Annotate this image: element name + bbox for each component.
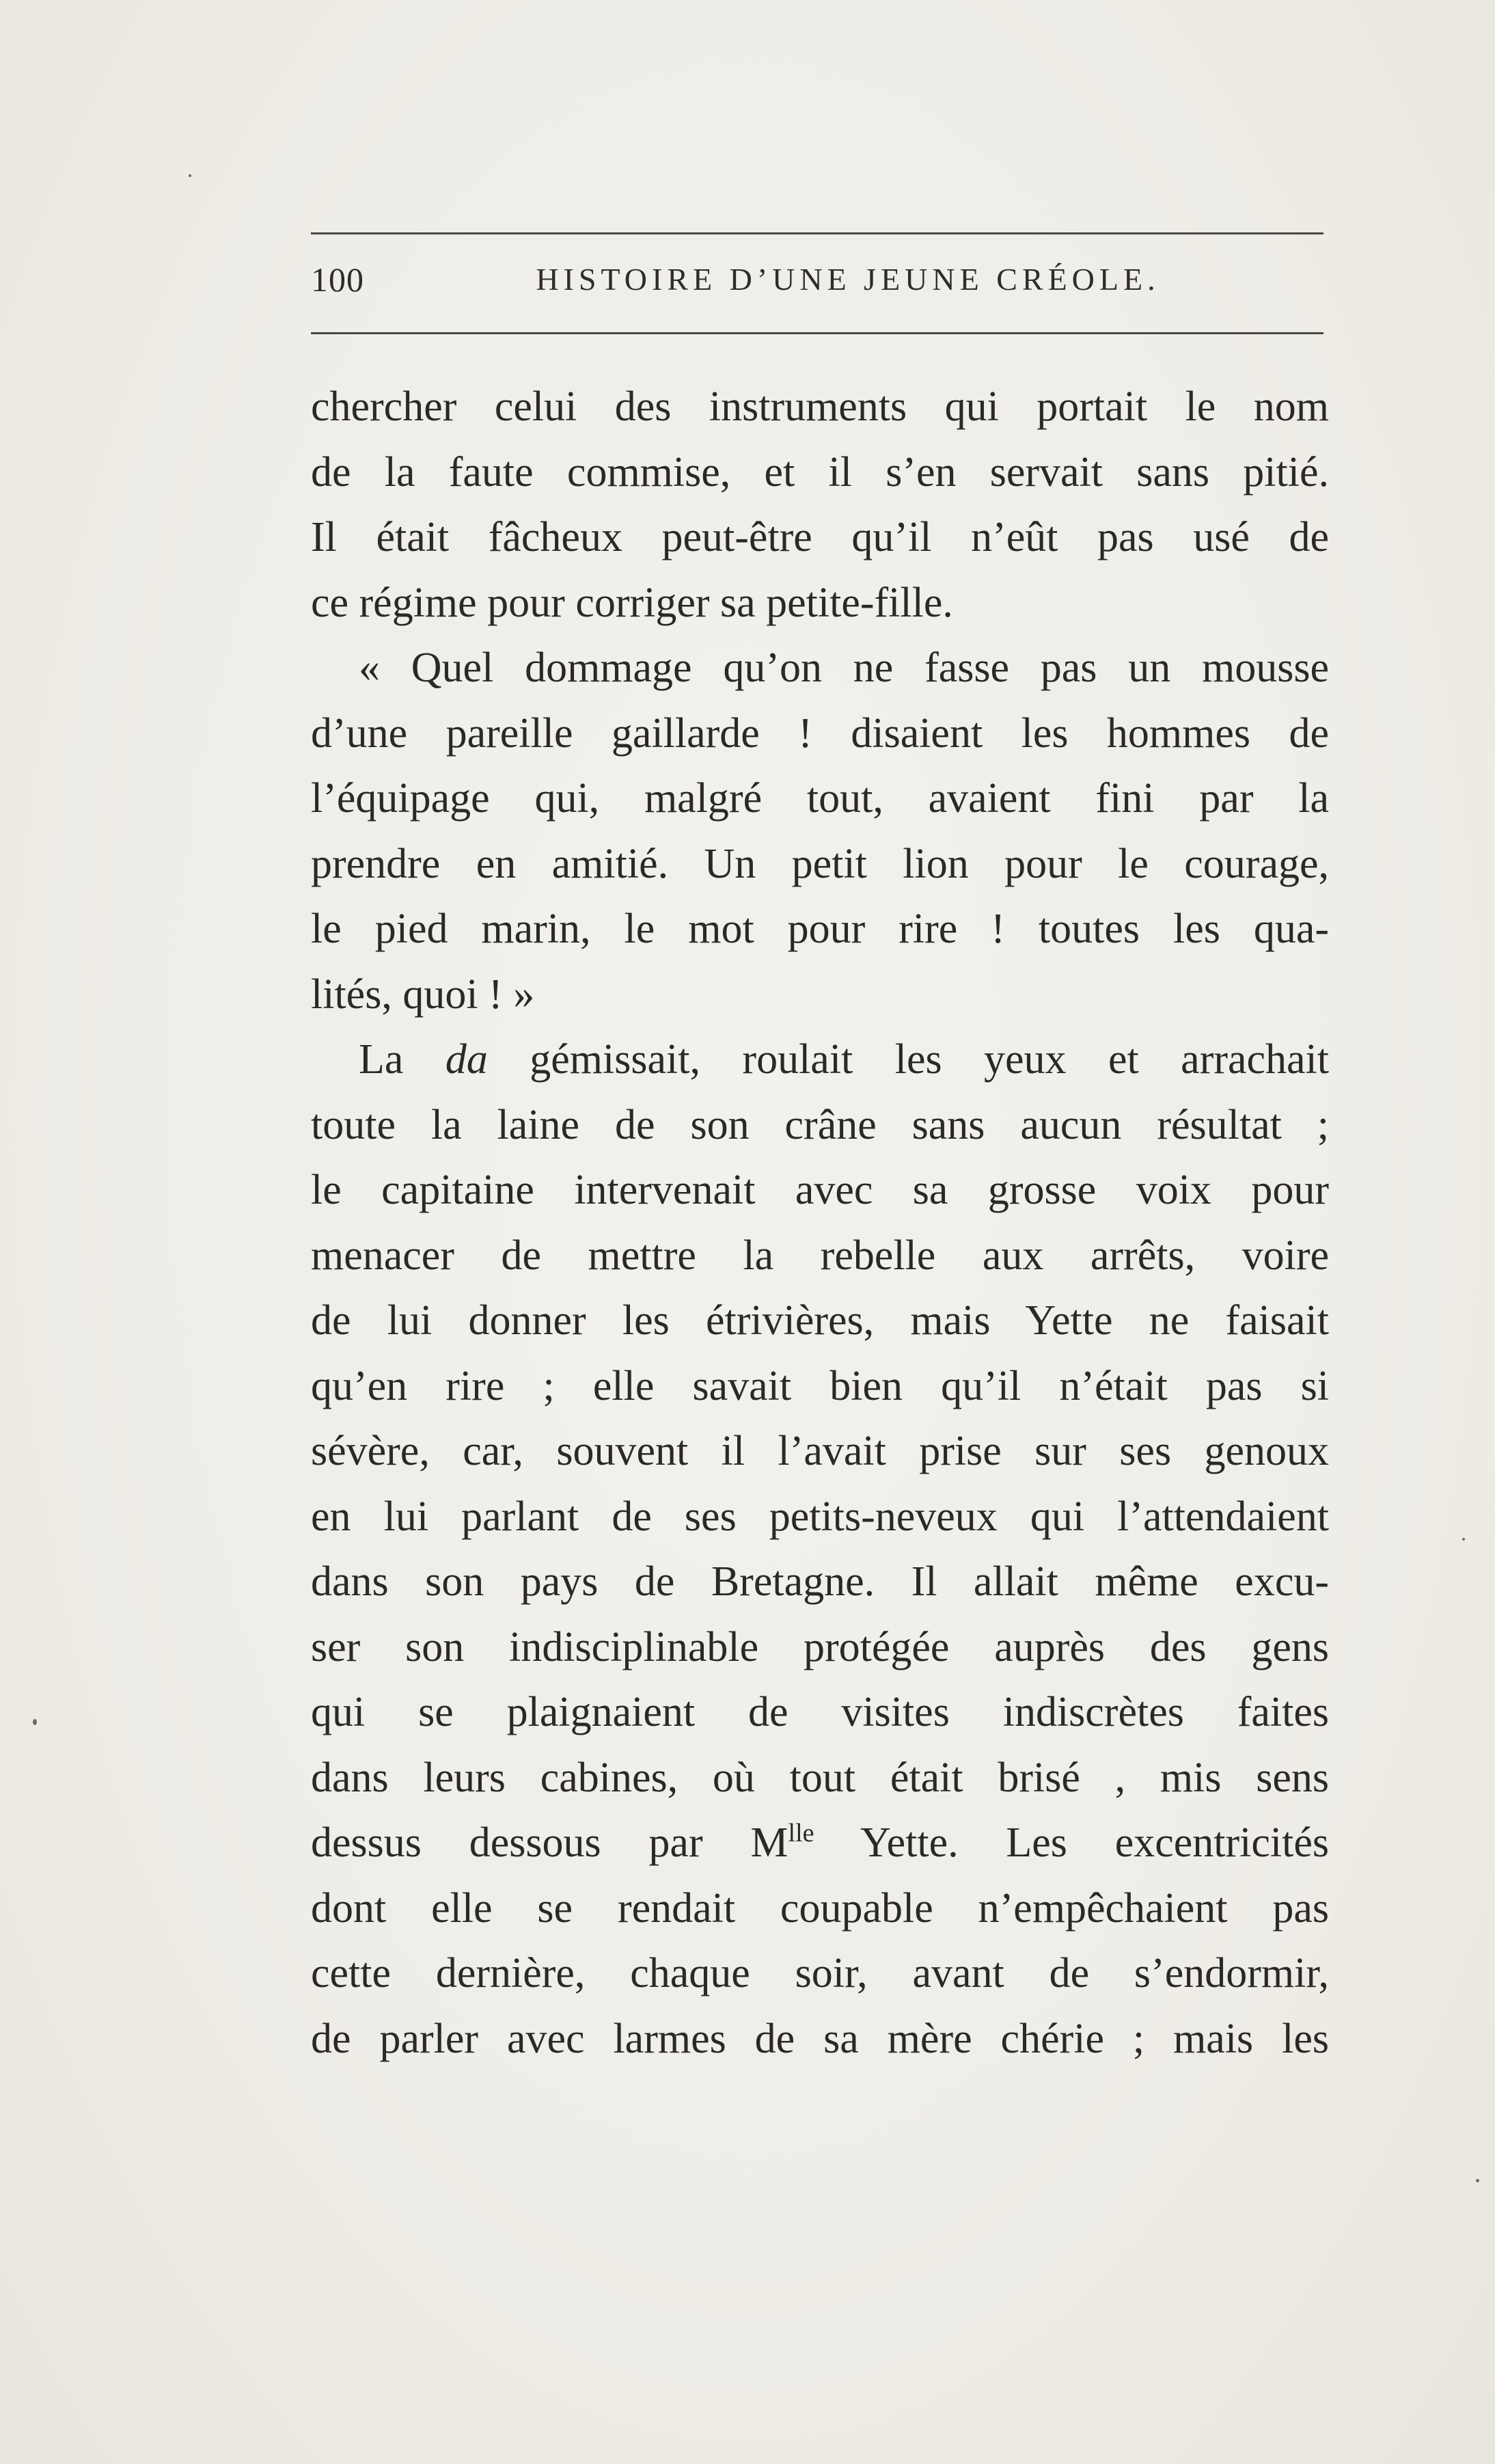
running-header — [311, 256, 1323, 317]
body-text — [311, 375, 1329, 2072]
text-line: l’équipage qui, malgré tout, avaient fini par la — [311, 775, 1329, 822]
paper-speck — [33, 1719, 37, 1725]
paper-speck — [1476, 2179, 1479, 2182]
text-line: dans leurs cabines, où tout était brisé , mis sens — [311, 1754, 1329, 1801]
text-segment: gémissait, roulait les yeux et arrachait — [487, 1036, 1329, 1083]
text-line: menacer de mettre la rebelle aux arrêts, voire — [311, 1232, 1329, 1279]
page-number: 100 — [311, 260, 364, 299]
text-line: toute la laine de son crâne sans aucun résultat ; — [311, 1101, 1329, 1148]
paper-speck — [189, 174, 191, 177]
text-line: le capitaine intervenait avec sa grosse voix pour — [311, 1167, 1329, 1213]
text-line: le pied marin, le mot pour rire ! toutes les qua- — [311, 906, 1329, 952]
text-line: « Quel dommage qu’on ne fasse pas un mousse — [359, 645, 1329, 691]
text-line: cette dernière, chaque soir, avant de s’endormir, — [311, 1950, 1329, 1996]
text-line: lités, quoi ! » — [311, 971, 535, 1018]
text-line: dans son pays de Bretagne. Il allait même excu- — [311, 1558, 1329, 1605]
text-segment: La — [359, 1036, 445, 1083]
text-line: chercher celui des instruments qui portait le nom — [311, 383, 1329, 430]
text-line: ce régime pour corriger sa petite-fille. — [311, 579, 953, 626]
text-line: de parler avec larmes de sa mère chérie ; mais les — [311, 2015, 1329, 2062]
text-line: ser son indisciplinable protégée auprès des gens — [311, 1623, 1329, 1670]
text-line: d’une pareille gaillarde ! disaient les hommes de — [311, 709, 1329, 757]
text-line: dont elle se rendait coupable n’empêchaient pas — [311, 1884, 1329, 1932]
text-line — [311, 1027, 1329, 1093]
text-line: en lui parlant de ses petits-neveux qui l’attendaient — [311, 1493, 1329, 1540]
text-line: qu’en rire ; elle savait bien qu’il n’était pas si — [311, 1362, 1329, 1409]
text-line — [311, 1811, 1329, 1876]
running-title: HISTOIRE D’UNE JEUNE CRÉOLE. — [536, 262, 1160, 297]
text-line: Il était fâcheux peut-être qu’il n’eût pas usé de — [311, 514, 1329, 560]
text-line: de lui donner les étrivières, mais Yette ne faisait — [311, 1297, 1329, 1344]
text-line: de la faute commise, et il s’en servait sans pitié. — [311, 448, 1329, 496]
text-line: prendre en amitié. Un petit lion pour le courage, — [311, 840, 1329, 887]
text-segment: Yette. Les excentricités — [814, 1819, 1329, 1866]
paper-speck — [1462, 1538, 1465, 1541]
superscript: lle — [788, 1819, 814, 1847]
text-segment: dessus dessous par M — [311, 1819, 788, 1866]
header-rule-bottom — [311, 332, 1323, 334]
text-line: sévère, car, souvent il l’avait prise sur ses genoux — [311, 1428, 1329, 1474]
text-line: qui se plaignaient de visites indiscrètes faites — [311, 1689, 1329, 1735]
italic-word: da — [445, 1036, 488, 1083]
header-rule-top — [311, 232, 1323, 234]
